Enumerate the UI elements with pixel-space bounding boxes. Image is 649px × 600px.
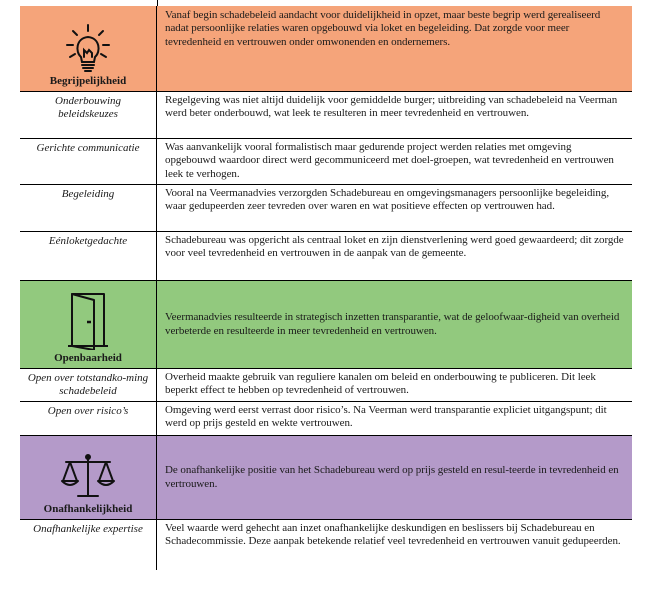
section-header-openbaarheid [20,281,632,369]
lightbulb-icon [63,23,113,73]
table-row [20,402,632,436]
section-label-cell [20,6,157,91]
section-title: Openbaarheid [54,352,122,364]
table-row [20,232,632,281]
row-label: Onafhankelijke expertise [20,520,157,570]
scales-icon [60,453,116,501]
row-label: Open over risico’s [20,402,157,435]
row-label: Onderbouwing beleidskeuzes [20,92,157,138]
table-row [20,369,632,402]
table-row [20,520,632,570]
row-text: Overheid maakte gebruik van reguliere kanalen om beleid en onderbouwing te publiceren. Dit leek beperkt effect te hebben op tevredenheid of vertrouwen. [165,371,596,397]
findings-table [20,0,632,570]
table-row [20,185,632,232]
section-header-begrijpelijkheid [20,6,632,92]
table-row [20,139,632,185]
row-text: Schadebureau was opgericht als centraal loket en zijn dienstverlening werd goed gewaardeerd; dit zorgde voor veel tevredenheid en vertrouwen in de aanpak van de gemeente. [165,234,624,260]
open-door-icon [68,292,108,350]
section-label-cell [20,281,157,368]
row-text: Regelgeving was niet altijd duidelijk voor gemiddelde burger; uitbreiding van schadebeleid na Veerman werd beter onderbouwd, wat leek te resulteren in meer tevredenheid en vertrouwen. [165,94,618,120]
section-title: Onafhankelijkheid [43,503,133,515]
table-row [20,92,632,139]
row-text: Vooral na Veermanadvies verzorgden Schadebureau en omgevingsmanagers persoonlijke begeleiding, waar gedupeerden zeer tevreden over waren en wat positieve effecten op vertrouwen had. [165,187,610,213]
section-label-cell [20,436,157,519]
row-text: Veel waarde werd gehecht aan inzet onafhankelijke deskundigen en beslissers bij Schadebureau en Schadecommissie. Deze aanpak betekende relatief veel tevredenheid en vertrouwen vanuit gedupeerden. [165,522,621,548]
row-text: Omgeving werd eerst verrast door risico’s. Na Veerman werd transparantie expliciet uitgangspunt; dit werd op prijs gesteld en wekte vertrouwen. [165,404,607,430]
section-title: Begrijpelijkheid [49,75,127,87]
section-intro: Veermanadvies resulteerde in strategisch inzetten transparantie, wat de geloofwaar-digheid van overheid verbeterde en resulteerde in meer tevredenheid en vertrouwen. [165,311,620,337]
row-label: Gerichte communicatie [20,139,157,184]
section-header-onafhankelijkheid [20,436,632,520]
row-label: Begeleiding [20,185,157,231]
row-label: Open over totstandko-ming schadebeleid [20,369,157,401]
section-intro: Vanaf begin schadebeleid aandacht voor duidelijkheid in opzet, maar beste begrip werd gerealiseerd nadat persoonlijke relaties waren opgebouwd via loket en begeleiding. Dat zorgde voor meer tevredenheid en vertrouwen onder omwonenden en ondernemers. [165,9,601,48]
section-intro: De onafhankelijke positie van het Schadebureau werd op prijs gesteld en resul-teerde in tevredenheid en vertrouwen. [165,464,619,490]
row-label: Eénloketgedachte [20,232,157,280]
row-text: Was aanvankelijk vooral formalistisch maar gedurende project werden relaties met omgeving opgebouwd waardoor direct werd gecommuniceerd met doel-groepen, wat tevredenheid en vertrouwen leek te verhogen. [165,141,614,180]
